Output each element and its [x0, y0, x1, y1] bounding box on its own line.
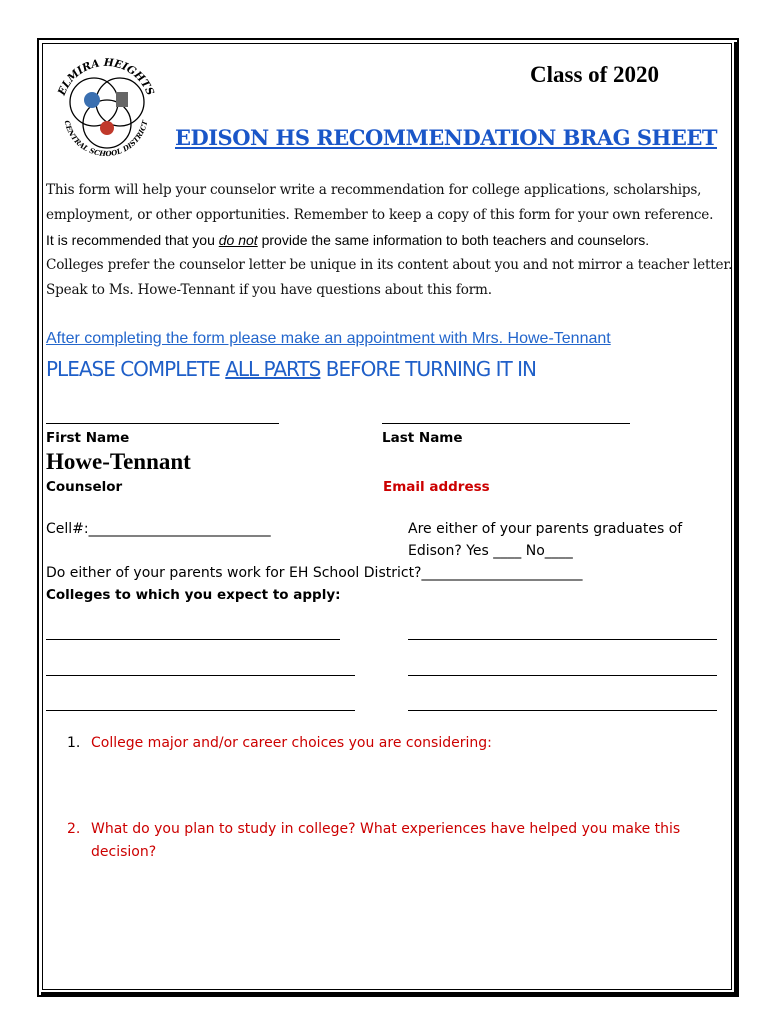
question-2-number: 2. [67, 821, 81, 837]
parents-graduates-answer[interactable]: Edison? Yes ____ No____ [408, 543, 573, 559]
counselor-label: Counselor [46, 479, 123, 495]
complete-notice-before: PLEASE COMPLETE [46, 357, 226, 381]
question-1-text: College major and/or career choices you are considering: [91, 735, 492, 751]
first-name-line[interactable] [46, 423, 279, 424]
colleges-label: Colleges to which you expect to apply: [46, 587, 341, 603]
logo-arc-top: ELMIRA HEIGHTS [55, 56, 157, 98]
complete-notice-after: BEFORE TURNING IT IN [320, 357, 536, 381]
intro-line-3-before: It is recommended that you [46, 232, 219, 248]
lion-emblem-icon [84, 92, 100, 108]
college-line-5[interactable] [46, 710, 355, 711]
appointment-notice: After completing the form please make an appointment with Mrs. Howe-Tennant [46, 330, 611, 347]
parents-graduates-question: Are either of your parents graduates of [408, 521, 683, 537]
intro-line-3 [46, 232, 649, 248]
parents-work-field[interactable]: Do either of your parents work for EH School District?_______________________ [46, 565, 583, 581]
college-line-2[interactable] [408, 639, 717, 640]
college-line-4[interactable] [408, 675, 717, 676]
class-of-year: Class of 2020 [530, 62, 660, 87]
complete-notice-emphasis: ALL PARTS [225, 357, 321, 381]
mascot-emblem-icon [100, 121, 114, 135]
school-district-logo [50, 52, 158, 160]
complete-all-notice [46, 357, 536, 381]
first-name-label: First Name [46, 430, 130, 446]
question-1-number: 1. [67, 735, 81, 751]
counselor-name: Howe-Tennant [46, 449, 191, 474]
question-2-text-cont: decision? [91, 844, 157, 860]
email-label: Email address [383, 479, 490, 495]
intro-line-3-emphasis: do not [218, 232, 258, 248]
intro-line-1: This form will help your counselor write a recommendation for college applications, scholarships, [46, 182, 702, 198]
intro-line-4: Colleges prefer the counselor letter be unique in its content about you and not mirror a teacher letter. [46, 257, 733, 273]
cell-field[interactable]: Cell#:__________________________ [46, 521, 271, 537]
college-line-3[interactable] [46, 675, 355, 676]
last-name-line[interactable] [382, 423, 630, 424]
intro-line-2: employment, or other opportunities. Remember to keep a copy of this form for your own reference. [46, 207, 714, 223]
college-line-6[interactable] [408, 710, 717, 711]
page-title: EDISON HS RECOMMENDATION BRAG SHEET [175, 125, 717, 150]
logo-arc-bottom: CENTRAL SCHOOL DISTRICT [62, 119, 150, 159]
intro-line-5: Speak to Ms. Howe-Tennant if you have questions about this form. [46, 282, 492, 298]
question-2-text: What do you plan to study in college? What experiences have helped you make this [91, 821, 681, 837]
building-emblem-icon [116, 92, 128, 107]
last-name-label: Last Name [382, 430, 463, 446]
intro-line-3-after: provide the same information to both teachers and counselors. [257, 232, 650, 248]
college-line-1[interactable] [46, 639, 340, 640]
